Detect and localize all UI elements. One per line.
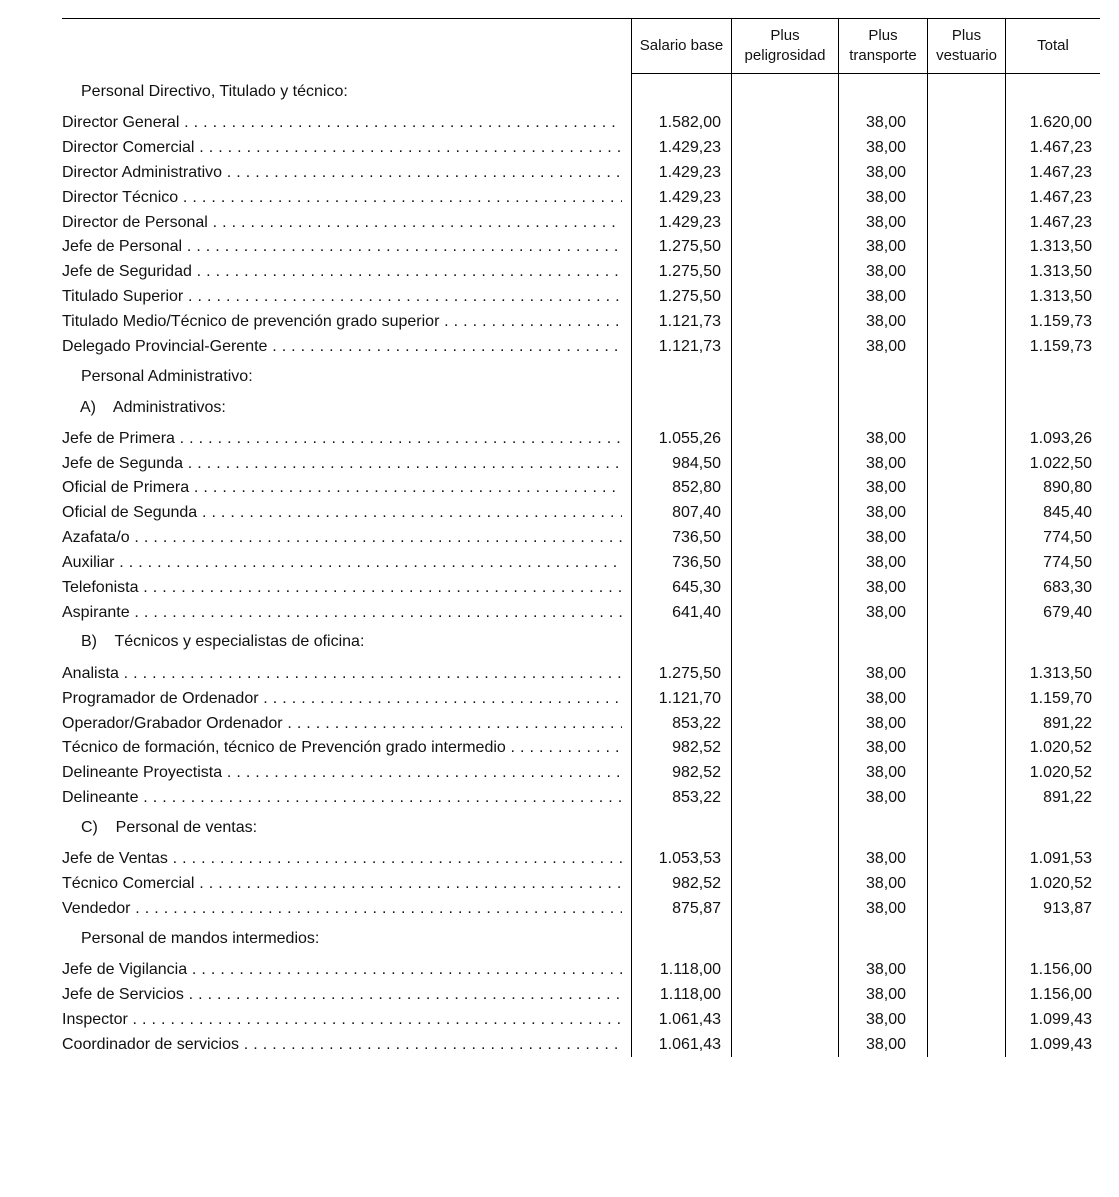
salario-base-value: 736,50 <box>672 529 721 546</box>
salario-base-value: 1.121,70 <box>658 690 721 707</box>
plus-transporte-value: 38,00 <box>865 604 906 621</box>
table-row <box>0 786 1119 810</box>
category-label: Director de Personal . . . <box>62 211 622 235</box>
section-heading: Personal de mandos intermedios: <box>81 930 320 947</box>
table-row <box>0 285 1119 309</box>
total-value: 1.091,53 <box>1029 850 1092 867</box>
plus-transporte-value: 38,00 <box>865 430 906 447</box>
total-value: 1.020,52 <box>1029 764 1092 781</box>
total-value: 774,50 <box>1043 529 1092 546</box>
category-label: Aspirante . . . <box>62 601 622 625</box>
category-label: Analista . . . <box>62 662 622 686</box>
table-row <box>0 501 1119 525</box>
salario-base-value: 1.121,73 <box>658 338 721 355</box>
plus-transporte-value: 38,00 <box>865 1036 906 1053</box>
total-value: 683,30 <box>1043 579 1092 596</box>
total-value: 1.313,50 <box>1029 238 1092 255</box>
total-value: 1.156,00 <box>1029 986 1092 1003</box>
category-label: Operador/Grabador Ordenador . . . <box>62 712 622 736</box>
table-row <box>0 211 1119 235</box>
salario-base-value: 645,30 <box>672 579 721 596</box>
plus-transporte-value: 38,00 <box>865 579 906 596</box>
total-value: 1.467,23 <box>1029 189 1092 206</box>
table-row <box>0 161 1119 185</box>
salario-base-value: 984,50 <box>672 455 721 472</box>
total-value: 1.156,00 <box>1029 961 1092 978</box>
plus-transporte-value: 38,00 <box>865 164 906 181</box>
salario-base-value: 1.121,73 <box>658 313 721 330</box>
plus-transporte-value: 38,00 <box>865 139 906 156</box>
total-value: 891,22 <box>1043 789 1092 806</box>
plus-transporte-value: 38,00 <box>865 665 906 682</box>
category-label: Delegado Provincial-Gerente . . . <box>62 335 622 359</box>
total-value: 679,40 <box>1043 604 1092 621</box>
total-value: 1.159,73 <box>1029 313 1092 330</box>
category-label: Titulado Superior . . . <box>62 285 622 309</box>
plus-transporte-value: 38,00 <box>865 313 906 330</box>
table-row <box>0 712 1119 736</box>
salario-base-value: 1.429,23 <box>658 164 721 181</box>
plus-transporte-value: 38,00 <box>865 739 906 756</box>
category-label: Técnico Comercial . . . <box>62 872 622 896</box>
header-rule <box>632 73 1100 74</box>
plus-transporte-value: 38,00 <box>865 263 906 280</box>
table-row <box>0 310 1119 334</box>
category-label: Jefe de Segunda . . . <box>62 452 622 476</box>
total-value: 1.020,52 <box>1029 739 1092 756</box>
salario-base-value: 853,22 <box>672 789 721 806</box>
plus-transporte-value: 38,00 <box>865 715 906 732</box>
category-label: Director Comercial . . . <box>62 136 622 160</box>
table-row <box>0 872 1119 896</box>
subsection-heading: C) Personal de ventas: <box>81 819 258 836</box>
salario-base-value: 982,52 <box>672 739 721 756</box>
category-label: Delineante Proyectista . . . <box>62 761 622 785</box>
category-label: Titulado Medio/Técnico de prevención grado superior . . . <box>62 310 622 334</box>
table-row <box>0 427 1119 451</box>
category-label: Jefe de Servicios . . . <box>62 983 622 1007</box>
category-label: Vendedor . . . <box>62 897 622 921</box>
category-label: Director General . . . <box>62 111 622 135</box>
total-value: 845,40 <box>1043 504 1092 521</box>
salario-base-value: 982,52 <box>672 764 721 781</box>
total-value: 1.313,50 <box>1029 263 1092 280</box>
category-label: Auxiliar . . . <box>62 551 622 575</box>
plus-transporte-value: 38,00 <box>865 1011 906 1028</box>
plus-transporte-value: 38,00 <box>865 875 906 892</box>
table-row <box>0 687 1119 711</box>
salario-base-value: 852,80 <box>672 479 721 496</box>
category-label: Jefe de Personal . . . <box>62 235 622 259</box>
category-label: Técnico de formación, técnico de Prevención grado intermedio . . . <box>62 736 622 760</box>
plus-transporte-value: 38,00 <box>865 986 906 1003</box>
category-label: Telefonista . . . <box>62 576 622 600</box>
table-row <box>0 847 1119 871</box>
category-label: Jefe de Vigilancia . . . <box>62 958 622 982</box>
total-value: 1.022,50 <box>1029 455 1092 472</box>
plus-transporte-value: 38,00 <box>865 238 906 255</box>
table-row <box>0 736 1119 760</box>
table-row <box>0 335 1119 359</box>
salario-base-value: 807,40 <box>672 504 721 521</box>
table-row <box>0 476 1119 500</box>
category-label: Coordinador de servicios . . . <box>62 1033 622 1057</box>
category-label: Director Administrativo . . . <box>62 161 622 185</box>
salario-base-value: 736,50 <box>672 554 721 571</box>
total-value: 890,80 <box>1043 479 1092 496</box>
total-value: 1.467,23 <box>1029 139 1092 156</box>
salario-base-value: 1.429,23 <box>658 189 721 206</box>
total-value: 1.093,26 <box>1029 430 1092 447</box>
plus-transporte-value: 38,00 <box>865 214 906 231</box>
plus-transporte-value: 38,00 <box>865 789 906 806</box>
salario-base-value: 1.275,50 <box>658 288 721 305</box>
subsection-heading: A) Administrativos: <box>80 399 226 416</box>
category-label: Oficial de Segunda . . . <box>62 501 622 525</box>
plus-transporte-value: 38,00 <box>865 114 906 131</box>
salario-base-value: 875,87 <box>672 900 721 917</box>
total-value: 891,22 <box>1043 715 1092 732</box>
plus-transporte-value: 38,00 <box>865 189 906 206</box>
total-value: 1.020,52 <box>1029 875 1092 892</box>
salario-base-value: 1.118,00 <box>659 986 721 1003</box>
subsection-heading: B) Técnicos y especialistas de oficina: <box>81 633 365 650</box>
table-row <box>0 526 1119 550</box>
salario-base-value: 1.053,53 <box>658 850 721 867</box>
table-row <box>0 551 1119 575</box>
plus-transporte-value: 38,00 <box>865 554 906 571</box>
table-row <box>0 576 1119 600</box>
header-plus-vestuario: Plus vestuario <box>936 26 997 64</box>
salario-base-value: 1.582,00 <box>658 114 721 131</box>
plus-transporte-value: 38,00 <box>865 961 906 978</box>
category-label: Jefe de Seguridad . . . <box>62 260 622 284</box>
plus-transporte-value: 38,00 <box>865 850 906 867</box>
header-plus-peligrosidad: Plus peligrosidad <box>744 26 826 64</box>
salario-base-value: 1.275,50 <box>658 263 721 280</box>
table-row <box>0 452 1119 476</box>
total-value: 1.467,23 <box>1029 214 1092 231</box>
total-value: 1.620,00 <box>1029 114 1092 131</box>
salario-base-value: 1.275,50 <box>658 238 721 255</box>
total-value: 1.467,23 <box>1029 164 1092 181</box>
plus-transporte-value: 38,00 <box>865 338 906 355</box>
plus-transporte-value: 38,00 <box>865 455 906 472</box>
table-row <box>0 260 1119 284</box>
header-plus-transporte: Plus transporte <box>849 26 917 64</box>
category-label: Director Técnico . . . <box>62 186 622 210</box>
total-value: 913,87 <box>1043 900 1092 917</box>
total-value: 774,50 <box>1043 554 1092 571</box>
table-row <box>0 897 1119 921</box>
salario-base-value: 982,52 <box>672 875 721 892</box>
salario-base-value: 1.429,23 <box>658 214 721 231</box>
total-value: 1.159,73 <box>1029 338 1092 355</box>
table-row <box>0 761 1119 785</box>
total-value: 1.099,43 <box>1029 1011 1092 1028</box>
salario-base-value: 1.118,00 <box>659 961 721 978</box>
table-row <box>0 136 1119 160</box>
table-row <box>0 186 1119 210</box>
salario-base-value: 1.275,50 <box>658 665 721 682</box>
category-label: Jefe de Primera . . . <box>62 427 622 451</box>
salario-base-value: 1.061,43 <box>658 1011 721 1028</box>
header-total: Total <box>1037 36 1069 54</box>
plus-transporte-value: 38,00 <box>865 900 906 917</box>
salario-base-value: 1.429,23 <box>658 139 721 156</box>
salario-base-value: 853,22 <box>672 715 721 732</box>
total-value: 1.159,70 <box>1029 690 1092 707</box>
category-label: Delineante . . . <box>62 786 622 810</box>
plus-transporte-value: 38,00 <box>865 479 906 496</box>
table-row <box>0 111 1119 135</box>
salario-base-value: 1.055,26 <box>658 430 721 447</box>
table-row <box>0 1008 1119 1032</box>
table-row <box>0 1033 1119 1057</box>
plus-transporte-value: 38,00 <box>865 764 906 781</box>
plus-transporte-value: 38,00 <box>865 504 906 521</box>
category-label: Azafata/o . . . <box>62 526 622 550</box>
category-label: Jefe de Ventas . . . <box>62 847 622 871</box>
total-value: 1.313,50 <box>1029 288 1092 305</box>
plus-transporte-value: 38,00 <box>865 288 906 305</box>
section-heading: Personal Administrativo: <box>81 368 253 385</box>
plus-transporte-value: 38,00 <box>865 529 906 546</box>
header-salario-base: Salario base <box>639 36 724 54</box>
category-label: Programador de Ordenador . . . <box>62 687 622 711</box>
category-label: Inspector . . . <box>62 1008 622 1032</box>
table-row <box>0 983 1119 1007</box>
table-row <box>0 958 1119 982</box>
total-value: 1.313,50 <box>1029 665 1092 682</box>
table-row <box>0 662 1119 686</box>
category-label: Oficial de Primera . . . <box>62 476 622 500</box>
total-value: 1.099,43 <box>1029 1036 1092 1053</box>
salario-base-value: 1.061,43 <box>658 1036 721 1053</box>
section-heading: Personal Directivo, Titulado y técnico: <box>81 83 348 100</box>
table-row <box>0 601 1119 625</box>
table-row <box>0 235 1119 259</box>
plus-transporte-value: 38,00 <box>865 690 906 707</box>
salario-base-value: 641,40 <box>672 604 721 621</box>
